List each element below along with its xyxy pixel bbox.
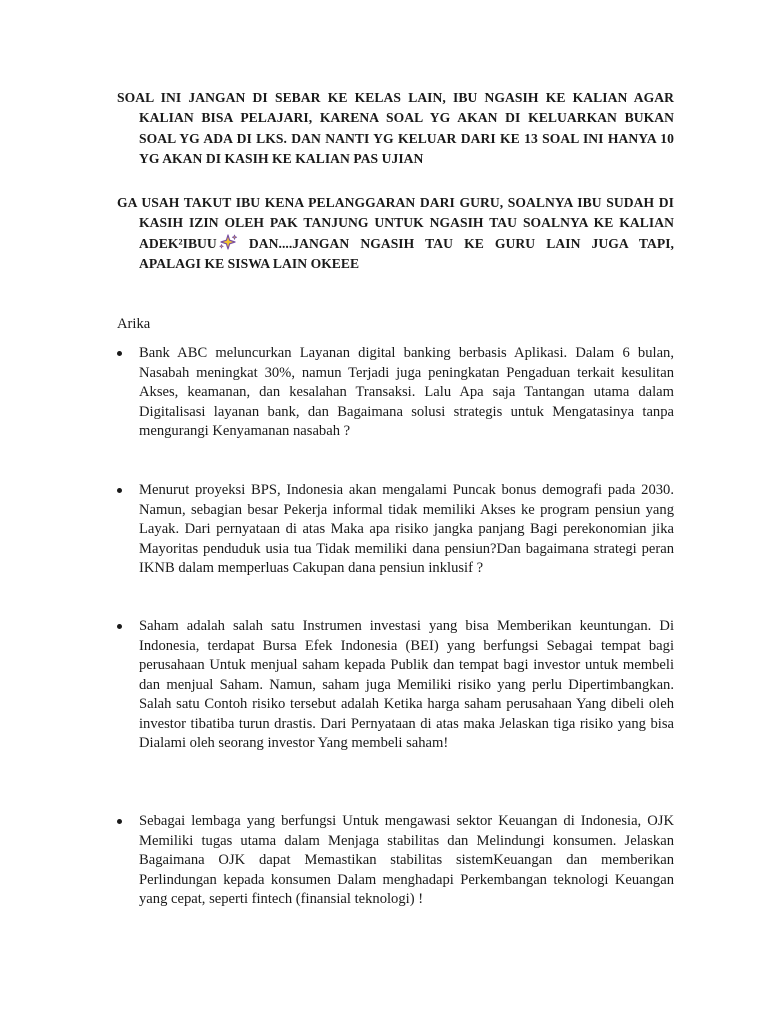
sparkles-icon [218, 234, 238, 250]
question-text: Saham adalah salah satu Instrumen investasi yang bisa Memberikan keuntungan. Di Indonesia, terdapat Bursa Efek Indonesia (BEI) yang berfungsi Sebagai tempat bagi perusahaan Untuk menjual saham kepada Publik dan tempat bagi investor untuk membeli dan menjual Saham. Namun, saham juga Memiliki risiko yang perlu Dipertimbangkan. Salah satu Contoh risiko tersebut adalah Ketika harga saham perusahaan Yang dibeli oleh investor tibatiba turun drastis. Dari Pernyataan di atas maka Jelaskan tiga risiko yang bisa Dialami oleh seorang investor Yang membeli saham! [139, 618, 674, 751]
question-text: Sebagai lembaga yang berfungsi Untuk mengawasi sektor Keuangan di Indonesia, OJK Memiliki tugas utama dalam Menjaga stabilitas dan Melindungi konsumen. Jelaskan Bagaimana OJK dapat Memastikan stabilitas sistemKeuangan dan memberikan Perlindungan kepada konsumen Dalam menghadapi Perkembangan teknologi Keuangan yang cepat, seperti fintech (finansial teknologi) ! [139, 813, 674, 907]
bullet-icon [117, 351, 122, 356]
notice-paragraph-2 [117, 193, 674, 275]
bullet-icon [117, 819, 122, 824]
question-text: Menurut proyeksi BPS, Indonesia akan mengalami Puncak bonus demografi pada 2030. Namun, sebagian besar Pekerja informal tidak memiliki Akses ke program pensiun yang Layak. Dari pernyataan di atas Maka apa risiko jangka panjang Bagi perekonomian jika Mayoritas penduduk usia tua Tidak memiliki dana pensiun?Dan bagaimana strategi peran IKNB dalam memperluas Cakupan dana pensiun inklusif ? [139, 482, 674, 576]
student-name: Arika [117, 316, 151, 332]
notice-paragraph-1 [117, 88, 674, 170]
question-item [117, 344, 674, 442]
bullet-icon [117, 624, 122, 629]
notice-1-text: SOAL INI JANGAN DI SEBAR KE KELAS LAIN, IBU NGASIH KE KALIAN AGAR KALIAN BISA PELAJARI, KARENA SOAL YG AKAN DI KELUARKAN BUKAN SOAL YG ADA DI LKS. DAN NANTI YG KELUAR DARI KE 13 SOAL INI HANYA 10 YG AKAN DI KASIH KE KALIAN PAS UJIAN [117, 90, 674, 167]
question-text: Bank ABC meluncurkan Layanan digital banking berbasis Aplikasi. Dalam 6 bulan, Nasabah meningkat 30%, namun Terjadi juga peningkatan Pengaduan terkait kesulitan Akses, keamanan, dan kesalahan Transaksi. Lalu Apa saja Tantangan utama dalam Digitalisasi layanan bank, dan Bagaimana solusi strategis untuk Mengatasinya tanpa mengurangi Kenyamanan nasabah ? [139, 345, 674, 439]
question-item [117, 617, 674, 754]
notice-2-text-end: DAN....JANGAN NGASIH TAU KE GURU LAIN JUGA TAPI, APALAGI KE SISWA LAIN OKEEE [139, 235, 674, 272]
question-item [117, 481, 674, 579]
question-item [117, 812, 674, 910]
bullet-icon [117, 488, 122, 493]
notice-2-text: GA USAH TAKUT IBU KENA PELANGGARAN DARI GURU, SOALNYA IBU SUDAH DI KASIH IZIN OLEH PAK TANJUNG UNTUK NGASIH TAU SOALNYA KE KALIAN ADEK²IBUU [117, 195, 674, 251]
